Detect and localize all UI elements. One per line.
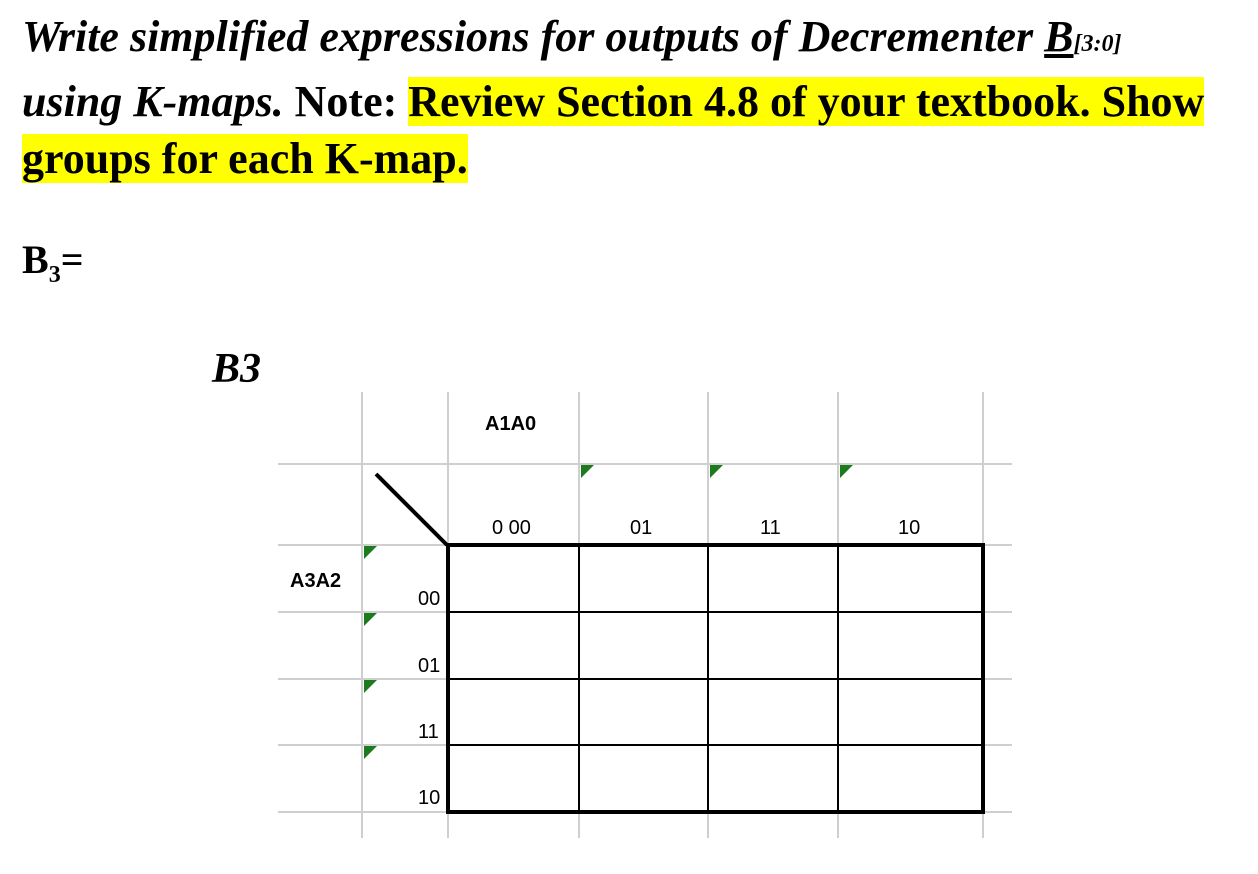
kmap-row-label: 01 xyxy=(418,655,441,677)
kmap-row-variables: A3A2 xyxy=(290,570,342,592)
equation-sub: 3 xyxy=(48,262,61,288)
instruction-text: Write simplified expressions for outputs of Decrementer xyxy=(22,12,1045,61)
comment-marker-icon xyxy=(710,465,723,478)
comment-marker-icon xyxy=(364,613,377,626)
kmap-column-label: 01 xyxy=(630,517,653,539)
kmap-column-variables: A1A0 xyxy=(485,413,537,435)
comment-marker-icon xyxy=(364,680,377,693)
kmap-row-label: 10 xyxy=(418,787,441,809)
highlighted-note: Review Section 4.8 of your textbook. Show groups for each K-map. xyxy=(22,77,1205,183)
note-label: Note: xyxy=(283,77,409,126)
kmap-column-label: 0 00 xyxy=(492,517,531,539)
output-variable: B xyxy=(1044,12,1074,61)
comment-marker-icon xyxy=(364,746,377,759)
comment-marker-icon xyxy=(364,546,377,559)
kmap-diagonal xyxy=(376,474,447,545)
kmap-inner-lines xyxy=(448,545,983,812)
output-variable-range: [3:0] xyxy=(1073,31,1122,57)
kmap-column-label: 10 xyxy=(898,517,921,539)
instruction-text-2: using K-maps. xyxy=(22,77,284,126)
kmap-title: B3 xyxy=(212,346,262,392)
equation-suffix: = xyxy=(60,237,84,282)
comment-marker-icon xyxy=(581,465,594,478)
kmap-row-label: 11 xyxy=(418,721,439,743)
kmap-column-label: 11 xyxy=(760,517,781,539)
equation-var: B xyxy=(22,237,49,282)
sheet-gridlines xyxy=(278,392,1012,838)
kmap-row-label: 00 xyxy=(418,588,441,610)
comment-marker-icon xyxy=(840,465,853,478)
